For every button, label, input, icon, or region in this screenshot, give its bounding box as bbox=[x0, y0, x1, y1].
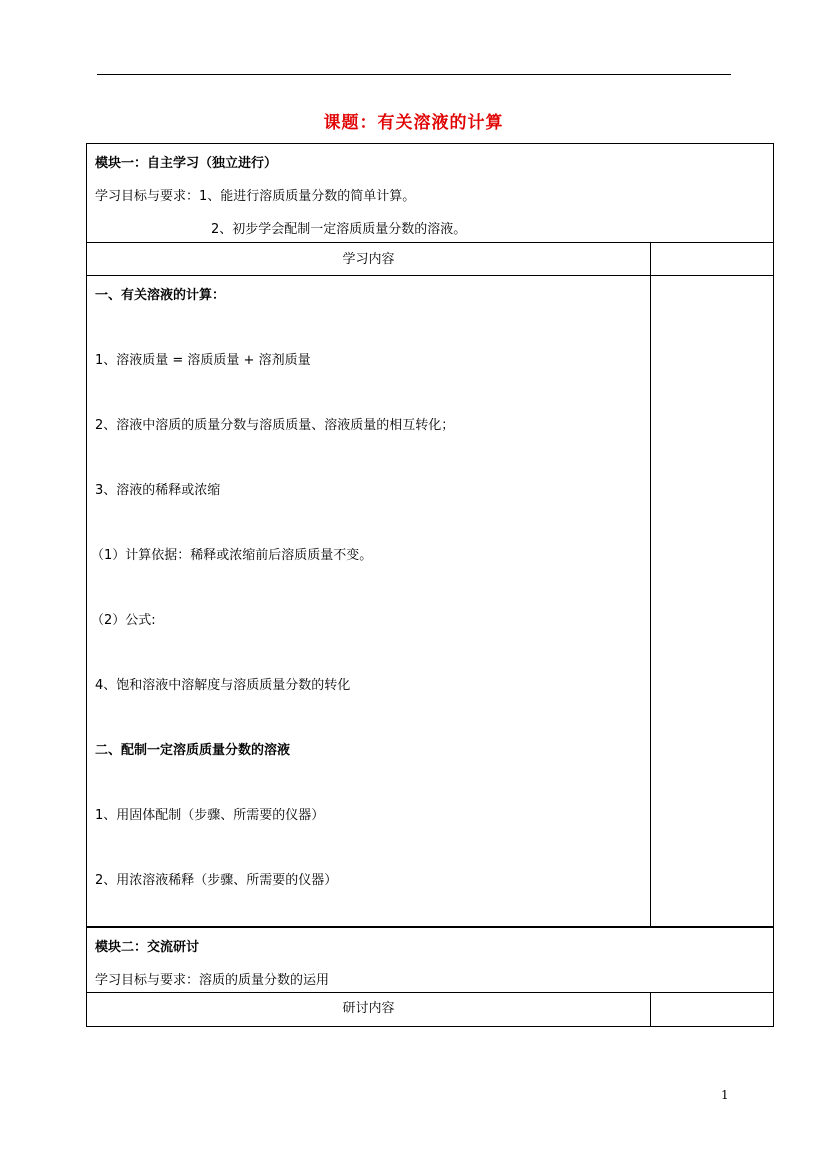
list-item: 3、溶液的稀释或浓缩 bbox=[95, 483, 221, 498]
list-item: （2）公式: bbox=[91, 613, 156, 628]
module1-notes-header bbox=[651, 243, 773, 275]
module2-notes-header bbox=[651, 993, 773, 1026]
list-item: 2、用浓溶液稀释（步骤、所需要的仪器） bbox=[95, 873, 338, 888]
lesson-table bbox=[86, 143, 774, 1027]
module2-content-header: 研讨内容 bbox=[87, 993, 651, 1026]
module1-content-main bbox=[87, 276, 651, 926]
module1-content-body bbox=[87, 276, 773, 927]
module1-goal-line2: 2、初步学会配制一定溶质质量分数的溶液。 bbox=[211, 222, 467, 237]
page-number: 1 bbox=[721, 1088, 729, 1102]
module2-header bbox=[87, 927, 773, 993]
module1-content-header: 学习内容 bbox=[87, 243, 651, 275]
module2-heading: 模块二：交流研讨 bbox=[95, 940, 200, 955]
module1-header bbox=[87, 144, 773, 243]
module1-content-header-row bbox=[87, 243, 773, 276]
module2-goal: 学习目标与要求：溶质的质量分数的运用 bbox=[95, 973, 330, 988]
header-rule bbox=[97, 74, 731, 75]
section2-heading: 二、配制一定溶质质量分数的溶液 bbox=[95, 743, 291, 758]
module1-goal-line1: 学习目标与要求：1、能进行溶质质量分数的简单计算。 bbox=[95, 189, 416, 204]
module1-notes-column bbox=[651, 276, 773, 926]
list-item: 1、用固体配制（步骤、所需要的仪器） bbox=[95, 808, 325, 823]
page-title: 课题：有关溶液的计算 bbox=[323, 113, 504, 133]
list-item: 1、溶液质量 = 溶质质量 + 溶剂质量 bbox=[95, 353, 311, 368]
module2-content-header-row bbox=[87, 993, 773, 1026]
module1-heading: 模块一：自主学习（独立进行） bbox=[95, 156, 278, 171]
list-item: 2、溶液中溶质的质量分数与溶质质量、溶液质量的相互转化； bbox=[95, 418, 455, 433]
list-item: （1）计算依据：稀释或浓缩前后溶质质量不变。 bbox=[91, 548, 373, 563]
section1-heading: 一、有关溶液的计算： bbox=[95, 288, 226, 303]
list-item: 4、饱和溶液中溶解度与溶质质量分数的转化 bbox=[95, 678, 351, 693]
